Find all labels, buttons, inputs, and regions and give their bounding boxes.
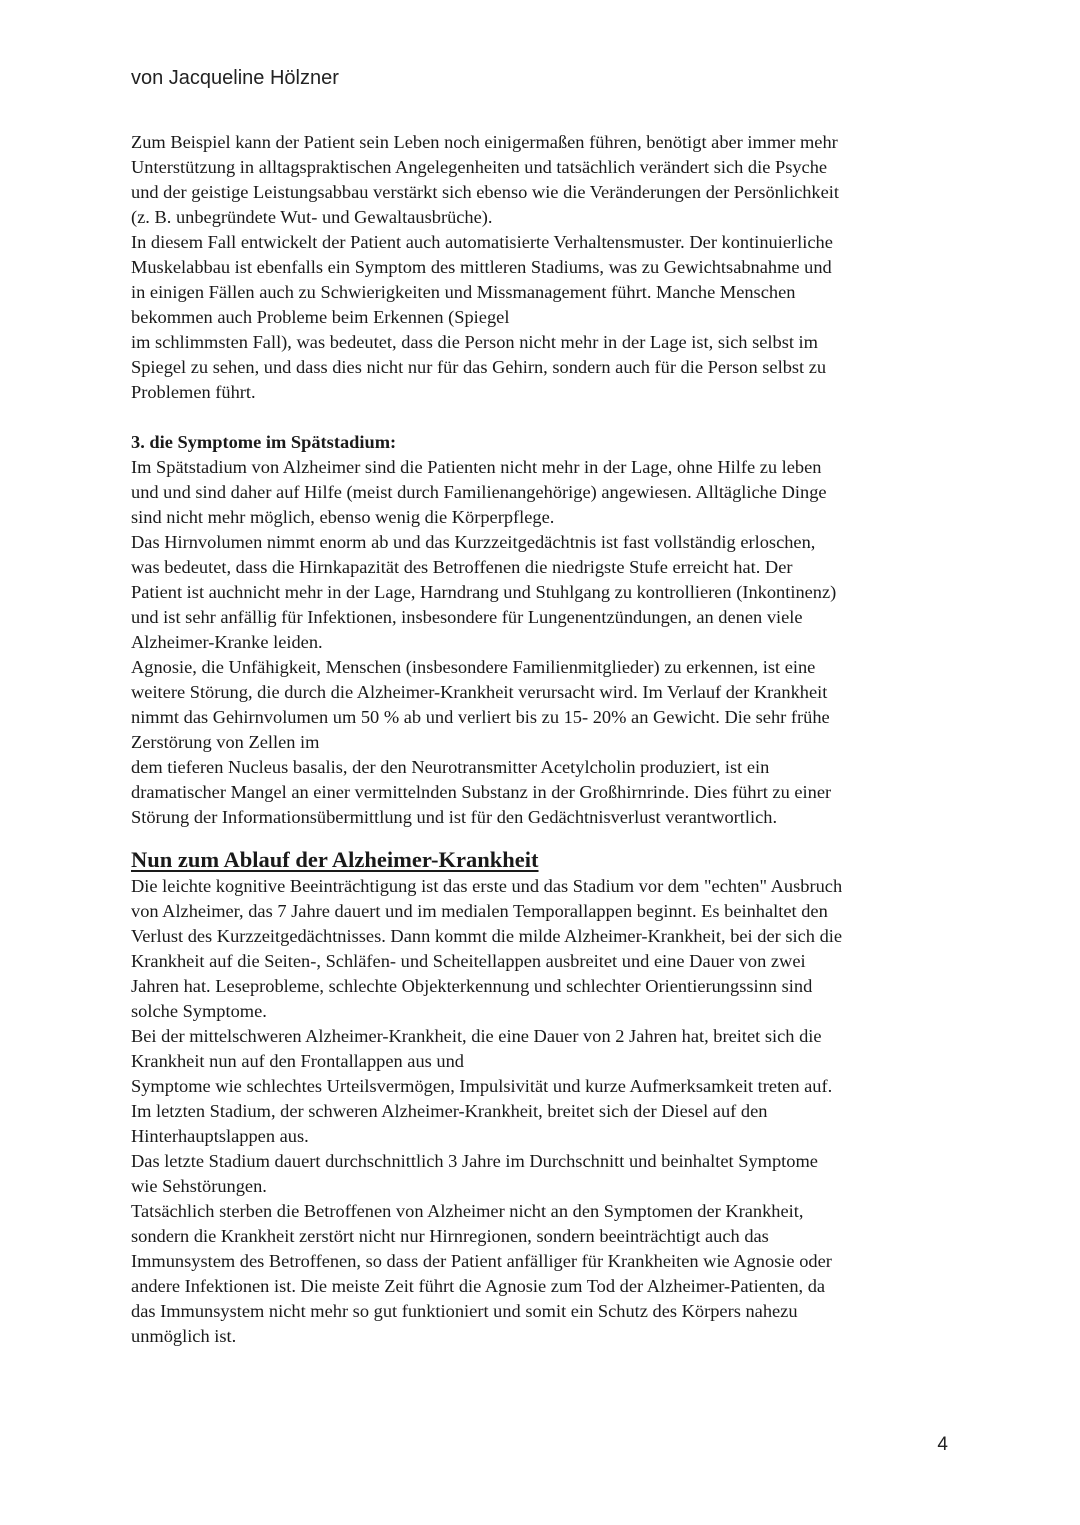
document-body bbox=[131, 130, 961, 1349]
text-line: Muskelabbau ist ebenfalls ein Symptom des mittleren Stadiums, was zu Gewichtsabnahme und bbox=[131, 257, 832, 277]
text-line: andere Infektionen ist. Die meiste Zeit führt die Agnosie zum Tod der Alzheimer-Patienten, da bbox=[131, 1276, 826, 1296]
text-line: solche Symptome. bbox=[131, 1001, 267, 1021]
text-line: Tatsächlich sterben die Betroffenen von Alzheimer nicht an den Symptomen der Krankheit, bbox=[131, 1201, 804, 1221]
text-line: In diesem Fall entwickelt der Patient auch automatisierte Verhaltensmuster. Der kontinuierliche bbox=[131, 232, 833, 252]
section-late-stage bbox=[131, 430, 961, 830]
late-stage-heading: 3. die Symptome im Spätstadium: bbox=[131, 432, 397, 452]
text-line: Im Spätstadium von Alzheimer sind die Patienten nicht mehr in der Lage, ohne Hilfe zu leben bbox=[131, 457, 822, 477]
text-line: dem tieferen Nucleus basalis, der den Neurotransmitter Acetylcholin produziert, ist ein bbox=[131, 757, 770, 777]
text-line: sondern die Krankheit zerstört nicht nur Hirnregionen, sondern beeinträchtigt auch das bbox=[131, 1226, 769, 1246]
text-line: das Immunsystem nicht mehr so gut funktioniert und somit ein Schutz des Körpers nahezu bbox=[131, 1301, 798, 1321]
text-line: nimmt das Gehirnvolumen um 50 % ab und verliert bis zu 15- 20% an Gewicht. Die sehr frühe bbox=[131, 707, 830, 727]
text-line: Das letzte Stadium dauert durchschnittlich 3 Jahre im Durchschnitt und beinhaltet Symptome bbox=[131, 1151, 818, 1171]
text-line: von Alzheimer, das 7 Jahre dauert und im medialen Temporallappen beginnt. Es beinhaltet den bbox=[131, 901, 828, 921]
text-line: sind nicht mehr möglich, ebenso wenig die Körperpflege. bbox=[131, 507, 555, 527]
text-line: in einigen Fällen auch zu Schwierigkeiten und Missmanagement führt. Manche Menschen bbox=[131, 282, 796, 302]
text-line: Krankheit auf die Seiten-, Schläfen- und Scheitellappen ausbreitet und eine Dauer von zwei bbox=[131, 951, 806, 971]
text-line: Agnosie, die Unfähigkeit, Menschen (insbesondere Familienmitglieder) zu erkennen, ist eine bbox=[131, 657, 816, 677]
section-disease-progression bbox=[131, 846, 961, 1349]
text-line: unmöglich ist. bbox=[131, 1326, 237, 1346]
author-header: von Jacqueline Hölzner bbox=[131, 67, 339, 89]
page-number: 4 bbox=[937, 1434, 948, 1455]
text-line: Jahren hat. Leseprobleme, schlechte Objekterkennung und schlechter Orientierungssinn sind bbox=[131, 976, 813, 996]
text-line: wie Sehstörungen. bbox=[131, 1176, 267, 1196]
text-line: und der geistige Leistungsabbau verstärkt sich ebenso wie die Veränderungen der Persönlichkeit bbox=[131, 182, 840, 202]
text-line: Das Hirnvolumen nimmt enorm ab und das Kurzzeitgedächtnis ist fast vollständig erloschen, bbox=[131, 532, 816, 552]
text-line: und ist sehr anfällig für Infektionen, insbesondere für Lungenentzündungen, an denen viele bbox=[131, 607, 803, 627]
text-line: Patient ist auchnicht mehr in der Lage, Harndrang und Stuhlgang zu kontrollieren (Inkontinenz) bbox=[131, 582, 837, 602]
text-line: (z. B. unbegründete Wut- und Gewaltausbrüche). bbox=[131, 207, 493, 227]
text-line: Zum Beispiel kann der Patient sein Leben noch einigermaßen führen, benötigt aber immer mehr bbox=[131, 132, 838, 152]
text-line: Alzheimer-Kranke leiden. bbox=[131, 632, 323, 652]
paragraph-spacer bbox=[131, 405, 961, 430]
text-line: Zerstörung von Zellen im bbox=[131, 732, 320, 752]
text-line: Symptome wie schlechtes Urteilsvermögen, Impulsivität und kurze Aufmerksamkeit treten auf. bbox=[131, 1076, 833, 1096]
text-line: Unterstützung in alltagspraktischen Angelegenheiten und tatsächlich verändert sich die Psyche bbox=[131, 157, 828, 177]
text-line: Spiegel zu sehen, und dass dies nicht nur für das Gehirn, sondern auch für die Person selbst zu bbox=[131, 357, 827, 377]
progression-title: Nun zum Ablauf der Alzheimer-Krankheit bbox=[131, 847, 539, 872]
text-line: Im letzten Stadium, der schweren Alzheimer-Krankheit, breitet sich der Diesel auf den bbox=[131, 1101, 768, 1121]
text-line: dramatischer Mangel an einer vermittelnden Substanz in der Großhirnrinde. Dies führt zu einer bbox=[131, 782, 832, 802]
text-line: Problemen führt. bbox=[131, 382, 256, 402]
text-line: Bei der mittelschweren Alzheimer-Krankheit, die eine Dauer von 2 Jahren hat, breitet sich die bbox=[131, 1026, 822, 1046]
text-line: Störung der Informationsübermittlung und ist für den Gedächtnisverlust verantwortlich. bbox=[131, 807, 778, 827]
text-line: was bedeutet, dass die Hirnkapazität des Betroffenen die niedrigste Stufe erreicht hat. Der bbox=[131, 557, 793, 577]
text-line: Krankheit nun auf den Frontallappen aus und bbox=[131, 1051, 464, 1071]
text-line: Hinterhauptslappen aus. bbox=[131, 1126, 309, 1146]
text-line: im schlimmsten Fall), was bedeutet, dass die Person nicht mehr in der Lage ist, sich selbst im bbox=[131, 332, 818, 352]
text-line: Die leichte kognitive Beeinträchtigung ist das erste und das Stadium vor dem "echten" Ausbruch bbox=[131, 876, 843, 896]
text-line: Verlust des Kurzzeitgedächtnisses. Dann kommt die milde Alzheimer-Krankheit, bei der sich die bbox=[131, 926, 843, 946]
text-line: Immunsystem des Betroffenen, so dass der Patient anfälliger für Krankheiten wie Agnosie oder bbox=[131, 1251, 832, 1271]
text-line: und und sind daher auf Hilfe (meist durch Familienangehörige) angewiesen. Alltägliche Dinge bbox=[131, 482, 827, 502]
text-line: bekommen auch Probleme beim Erkennen (Spiegel bbox=[131, 307, 510, 327]
paragraph-intermediate-stage bbox=[131, 130, 961, 405]
text-line: weitere Störung, die durch die Alzheimer-Krankheit verursacht wird. Im Verlauf der Krankheit bbox=[131, 682, 828, 702]
